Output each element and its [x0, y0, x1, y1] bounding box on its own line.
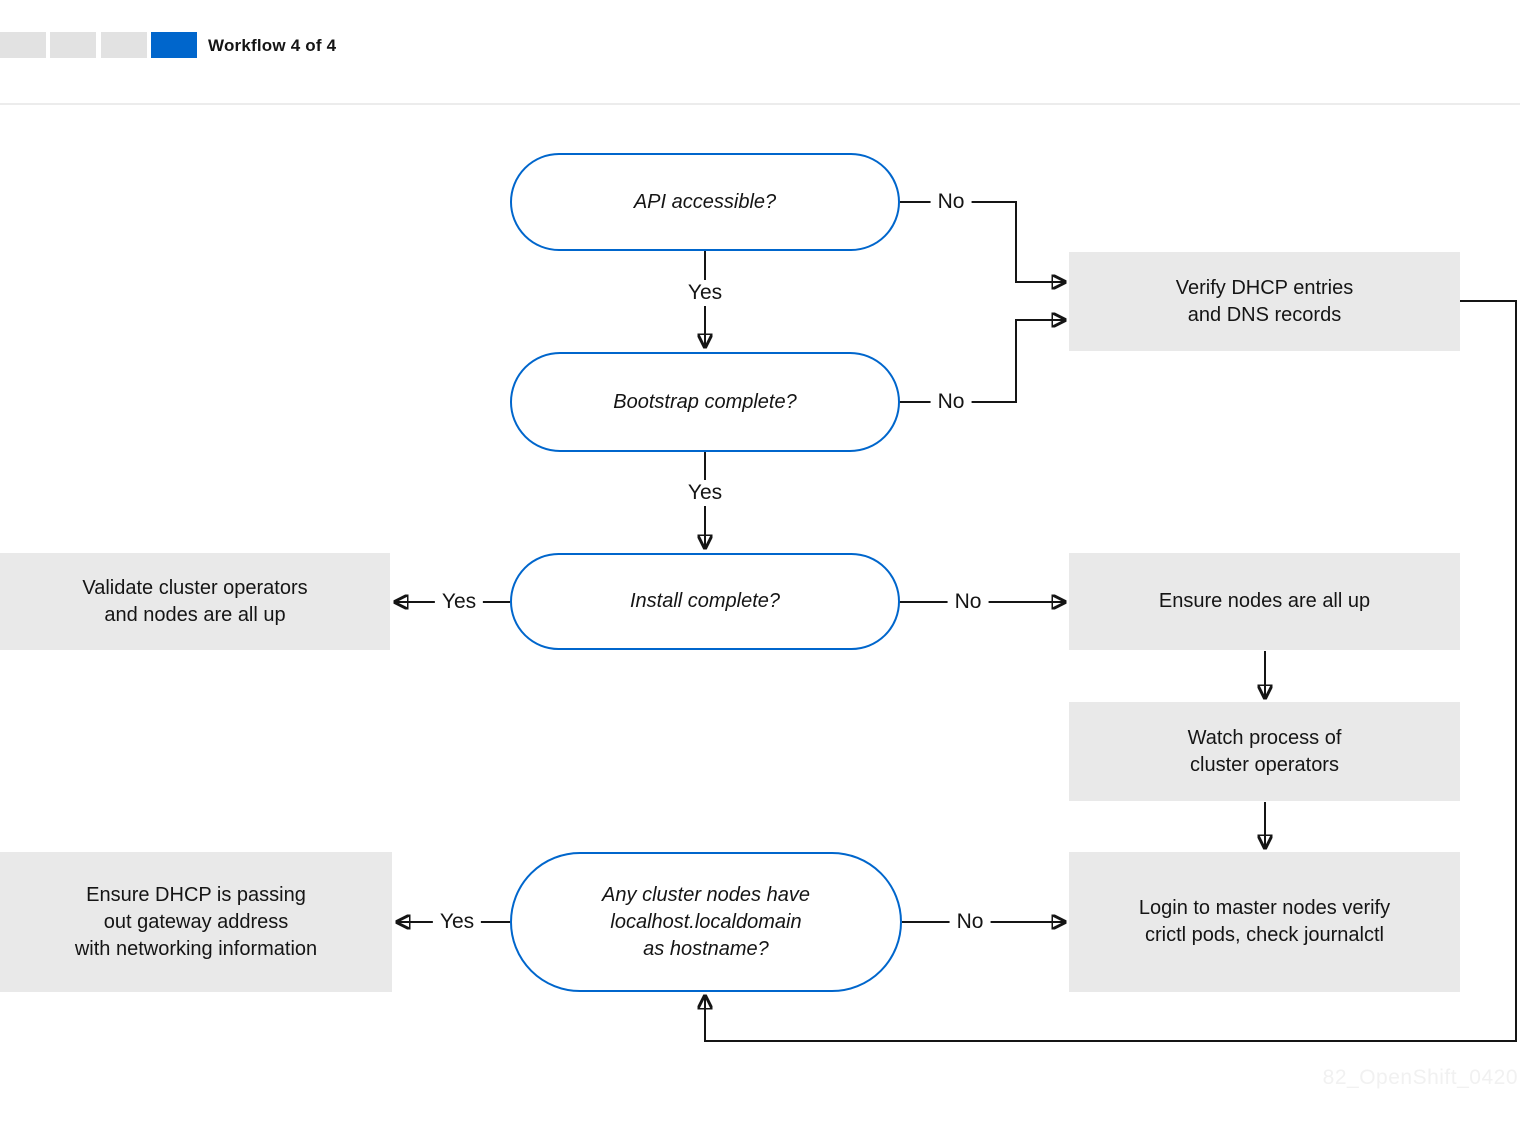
action-label-line: Ensure DHCP is passing — [86, 883, 306, 906]
decision-label: Install complete? — [629, 590, 781, 612]
decision-label: API accessible? — [633, 190, 777, 213]
action-label-line: Watch process of — [1187, 726, 1342, 749]
action-label-line: cluster operators — [1190, 753, 1339, 776]
edge-api-no-line — [900, 202, 1065, 282]
action-label-line: with networking information — [74, 937, 318, 960]
edge-bootstrap-no-line — [899, 320, 1065, 402]
decision-label-line: localhost.localdomain — [610, 910, 802, 933]
action-login-master-nodes — [1069, 852, 1460, 992]
action-label-line: Ensure nodes are all up — [1158, 590, 1371, 612]
decision-label-line: Any cluster nodes have — [602, 883, 810, 906]
edge-label-install-no: No — [948, 589, 989, 615]
edge-label-bootstrap-no: No — [931, 389, 972, 415]
decision-install-complete — [510, 553, 900, 650]
decision-label-line: as hostname? — [643, 937, 769, 960]
action-validate-cluster-operators — [0, 553, 390, 650]
action-label-line: and nodes are all up — [104, 603, 286, 626]
action-label-line: crictl pods, check journalctl — [1145, 924, 1384, 946]
edge-label-hostname-no: No — [950, 909, 991, 935]
decision-localhost-hostname — [510, 852, 902, 992]
action-ensure-dhcp-gateway — [0, 852, 392, 992]
edge-label-bootstrap-yes: Yes — [681, 480, 729, 506]
action-label-line: Login to master nodes verify — [1138, 897, 1391, 919]
action-verify-dhcp-dns — [1069, 252, 1460, 351]
decision-label: Bootstrap complete? — [613, 390, 797, 413]
action-ensure-nodes-up — [1069, 553, 1460, 650]
action-label-line: and DNS records — [1187, 303, 1342, 326]
workflow-step-title: Workflow 4 of 4 — [208, 36, 337, 55]
edge-label-hostname-yes: Yes — [433, 909, 481, 935]
action-label-line: Verify DHCP entries — [1175, 276, 1354, 299]
action-label-line: out gateway address — [103, 910, 289, 933]
action-label-line: Validate cluster operators — [82, 576, 308, 599]
figure-id-watermark: 82_OpenShift_0420 — [1322, 1066, 1518, 1089]
decision-api-accessible — [510, 153, 900, 251]
edge-label-api-yes: Yes — [681, 280, 729, 306]
action-watch-cluster-operators — [1069, 702, 1460, 801]
edge-label-install-yes: Yes — [435, 589, 483, 615]
edge-label-api-no: No — [931, 189, 972, 215]
decision-bootstrap-complete — [510, 352, 900, 452]
